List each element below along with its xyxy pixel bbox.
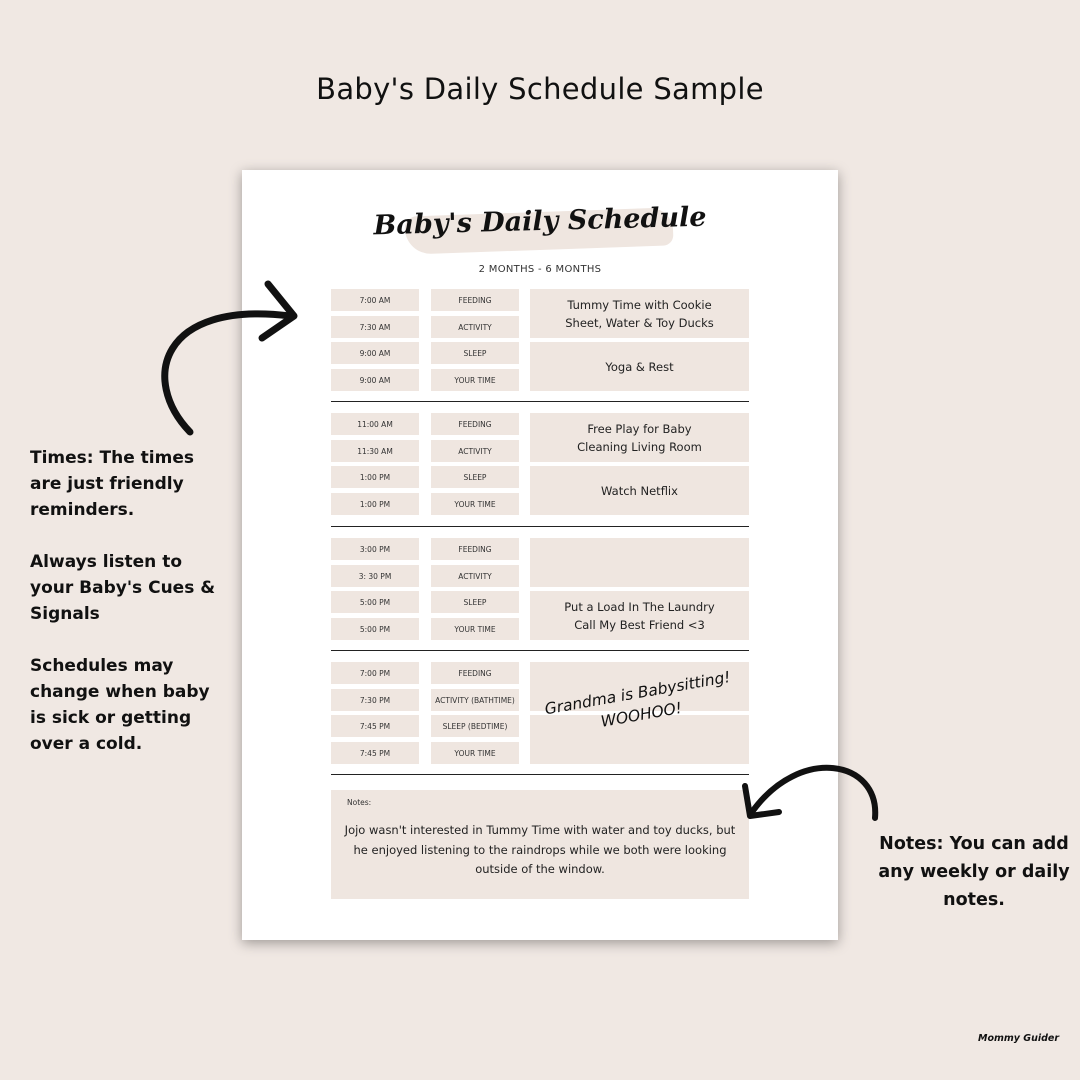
activity-cell: ACTIVITY (BATHTIME) xyxy=(431,689,519,711)
time-cell: 1:00 PM xyxy=(331,493,419,515)
activity-cell: YOUR TIME xyxy=(431,618,519,640)
time-cell: 7:30 PM xyxy=(331,689,419,711)
brand-logo: Mommy Guider xyxy=(978,1033,1060,1044)
activity-cell: FEEDING xyxy=(431,289,519,311)
sheet-title: Baby's Daily Schedule xyxy=(373,201,707,242)
page-title: Baby's Daily Schedule Sample xyxy=(316,72,764,106)
activity-cell: SLEEP xyxy=(431,591,519,613)
activity-cell: YOUR TIME xyxy=(431,493,519,515)
schedule-block-evening xyxy=(331,662,749,764)
activity-cell: FEEDING xyxy=(431,538,519,560)
time-cell: 5:00 PM xyxy=(331,591,419,613)
side-notes-right: Notes: You can add any weekly or daily notes. xyxy=(878,834,1070,910)
time-cell: 7:45 PM xyxy=(331,715,419,737)
activity-cell: SLEEP xyxy=(431,342,519,364)
activity-cell: YOUR TIME xyxy=(431,742,519,764)
activity-cell: ACTIVITY xyxy=(431,440,519,462)
notes-box xyxy=(331,790,749,899)
activity-cell: ACTIVITY xyxy=(431,316,519,338)
time-cell: 3: 30 PM xyxy=(331,565,419,587)
time-cell: 9:00 AM xyxy=(331,342,419,364)
divider xyxy=(331,401,749,402)
time-cell: 1:00 PM xyxy=(331,466,419,488)
activity-cell: FEEDING xyxy=(431,662,519,684)
time-cell: 9:00 AM xyxy=(331,369,419,391)
description-cell: Put a Load In The Laundry Call My Best Friend <3 xyxy=(530,591,749,640)
activity-cell: YOUR TIME xyxy=(431,369,519,391)
description-cell: Yoga & Rest xyxy=(530,342,749,391)
schedule-sheet xyxy=(242,170,838,940)
notes-text: Jojo wasn't interested in Tummy Time with water and toy ducks, but he enjoyed listening to the raindrops while we both were looking outside of the window. xyxy=(344,823,736,876)
time-cell: 11:00 AM xyxy=(331,413,419,435)
time-cell: 7:30 AM xyxy=(331,316,419,338)
activity-cell: ACTIVITY xyxy=(431,565,519,587)
notes-label: Notes: xyxy=(347,798,372,807)
divider xyxy=(331,526,749,527)
activity-cell: FEEDING xyxy=(431,413,519,435)
time-cell: 3:00 PM xyxy=(331,538,419,560)
side-notes-left xyxy=(30,445,230,783)
divider xyxy=(331,650,749,651)
description-cell xyxy=(530,538,749,587)
divider xyxy=(331,774,749,775)
time-cell: 7:00 PM xyxy=(331,662,419,684)
schedule-block-morning xyxy=(331,289,749,391)
description-cell: Tummy Time with Cookie Sheet, Water & Toy Ducks xyxy=(530,289,749,338)
cues-tip: Always listen to your Baby's Cues & Signals xyxy=(30,552,216,624)
handwritten-note: Grandma is Babysitting! WOOHOO! xyxy=(543,667,732,731)
times-tip: Times: The times are just friendly reminders. xyxy=(30,448,194,520)
schedule-block-midday xyxy=(331,413,749,515)
time-cell: 5:00 PM xyxy=(331,618,419,640)
time-cell: 11:30 AM xyxy=(331,440,419,462)
sheet-subtitle: 2 MONTHS - 6 MONTHS xyxy=(478,264,602,275)
description-cell: Free Play for Baby Cleaning Living Room xyxy=(530,413,749,462)
schedule-block-afternoon xyxy=(331,538,749,640)
schedule-change-tip: Schedules may change when baby is sick or getting over a cold. xyxy=(30,656,210,754)
activity-cell: SLEEP xyxy=(431,466,519,488)
merged-description xyxy=(530,662,749,764)
time-cell: 7:45 PM xyxy=(331,742,419,764)
time-cell: 7:00 AM xyxy=(331,289,419,311)
activity-cell: SLEEP (BEDTIME) xyxy=(431,715,519,737)
description-cell: Watch Netflix xyxy=(530,466,749,515)
